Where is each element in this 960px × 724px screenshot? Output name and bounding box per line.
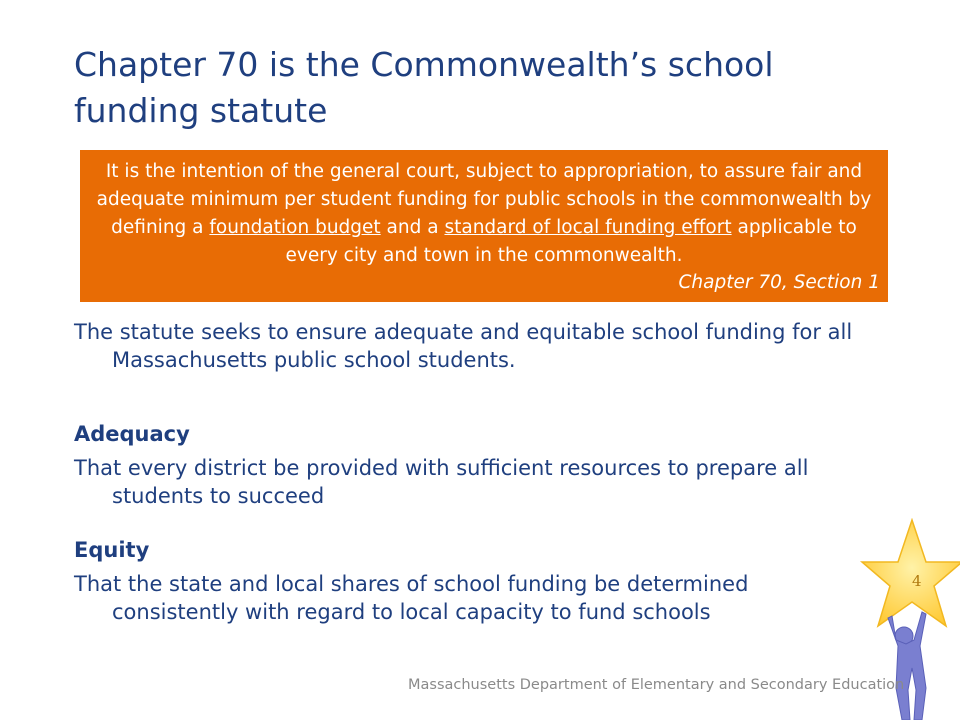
quote-box [80,150,888,302]
equity-heading: Equity [74,538,150,562]
quote-part-2: and a [380,217,445,238]
adequacy-text: That every district be provided with sufficient resources to prepare all students to succeed [74,456,809,508]
equity-text: That the state and local shares of school funding be determined consistently with regard to local capacity to fund schools [74,572,749,624]
adequacy-heading: Adequacy [74,422,190,446]
slide-title: Chapter 70 is the Commonwealth’s school funding statute [74,45,774,130]
intro-paragraph: The statute seeks to ensure adequate and equitable school funding for all Massachusetts public school students. [74,320,853,372]
quote-citation: Chapter 70, Section 1 [678,272,880,293]
quote-part-3: applicable to every city and town in the commonwealth. [285,217,857,266]
quote-part-1: It is the intention of the general court, subject to appropriation, to assure fair and adequate minimum per student funding for public schools in the commonwealth by defining a [96,161,872,238]
quote-text [88,158,880,270]
quote-term-foundation-budget: foundation budget [209,217,381,238]
slide-body [74,318,854,626]
footer-text: Massachusetts Department of Elementary and Secondary Education [408,677,905,693]
quote-term-local-effort: standard of local funding effort [444,217,732,238]
page-number: 4 [912,572,922,590]
